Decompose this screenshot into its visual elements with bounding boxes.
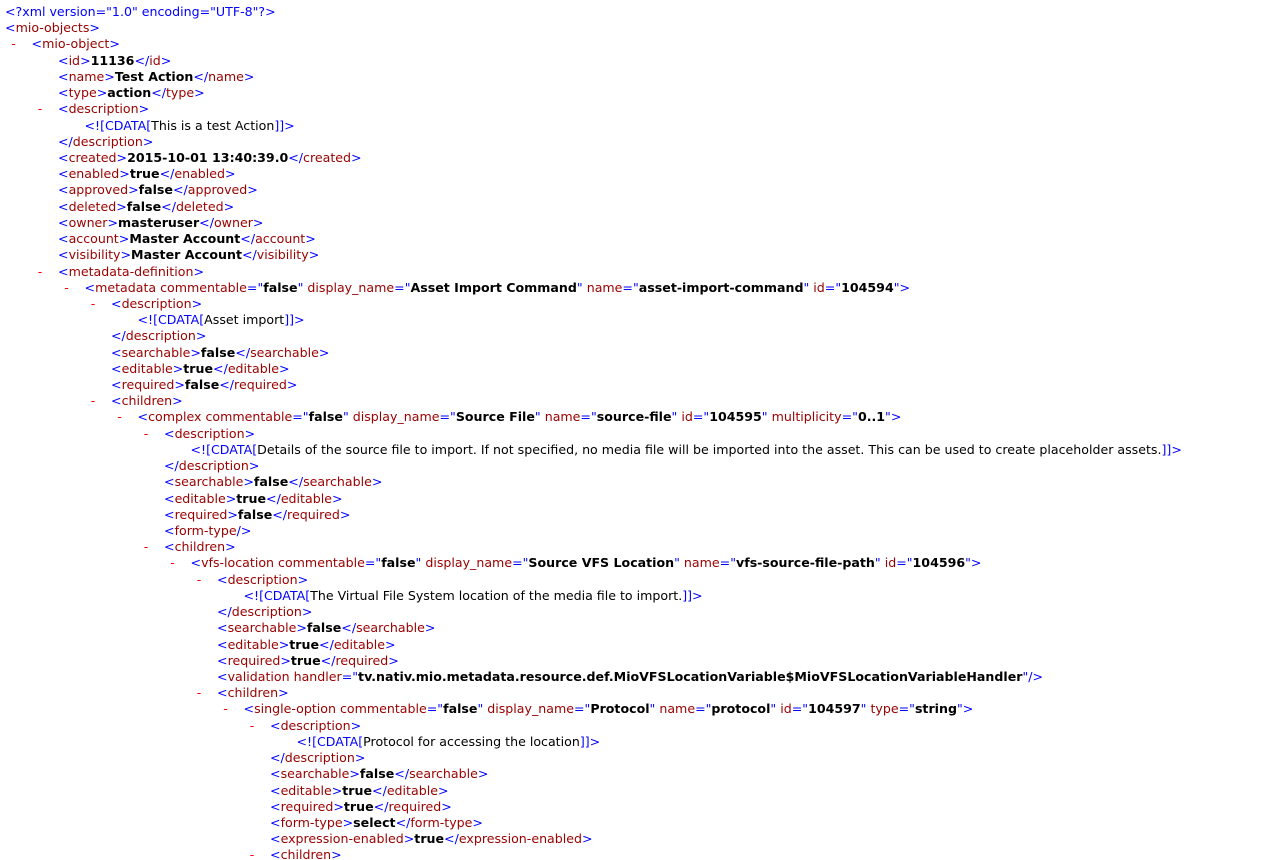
cdata-text: This is a test Action xyxy=(151,117,275,133)
element-tag: visibility xyxy=(68,247,121,263)
attr-value: Source File xyxy=(455,409,535,425)
collapse-toggle-icon[interactable]: - xyxy=(196,685,202,701)
element-tag: searchable xyxy=(227,620,297,636)
element-tag: description xyxy=(280,717,351,733)
element-tag: editable xyxy=(280,782,332,798)
element-tag: required xyxy=(121,377,175,393)
xml-line-content: <mio-object> xyxy=(31,36,120,52)
element-tag: account xyxy=(255,231,306,247)
element-tag: required xyxy=(287,506,340,522)
attr-value: Source VFS Location xyxy=(528,555,675,571)
element-value: true xyxy=(342,782,373,798)
xml-line-content: <children> xyxy=(164,539,236,555)
xml-line-content xyxy=(5,4,276,20)
attr-name: multiplicity xyxy=(767,409,842,425)
element-tag: required xyxy=(227,652,281,668)
xml-line-content: <description> xyxy=(217,571,309,587)
element-value: true xyxy=(289,636,320,652)
xml-line-content: <approved>false</approved> xyxy=(58,182,258,198)
attr-name: id xyxy=(776,701,792,717)
attr-value: protocol xyxy=(711,701,771,717)
collapse-toggle-icon[interactable]: - xyxy=(143,425,149,441)
xml-line-content: <name>Test Action</name> xyxy=(58,68,255,84)
xml-line xyxy=(0,280,1285,296)
xml-line-content: <editable>true</editable> xyxy=(270,782,449,798)
attr-name: display_name xyxy=(303,279,395,295)
element-tag: owner xyxy=(213,214,253,230)
attr-value: 104594 xyxy=(841,279,894,295)
attr-name: name xyxy=(655,701,696,717)
xml-line xyxy=(0,85,1285,101)
xml-line-content: </description> xyxy=(164,458,260,474)
xml-line-content: <searchable>false</searchable> xyxy=(164,474,383,490)
xml-line-content xyxy=(138,312,305,328)
element-tag: form-type xyxy=(280,814,343,830)
element-tag: description xyxy=(72,133,143,149)
cdata-close: ]]> xyxy=(1161,441,1182,457)
element-tag: description xyxy=(68,101,139,117)
cdata-close: ]]> xyxy=(579,733,601,749)
xml-line-content: <metadata commentable="false" display_name="Asset Import Command" name="asset-import-command" id="104594"> xyxy=(84,279,911,295)
xml-line xyxy=(0,588,1285,604)
xml-line-content: <expression-enabled>true</expression-enabled> xyxy=(270,831,593,847)
attr-value: tv.nativ.mio.metadata.resource.def.MioVFSLocationVariable$MioVFSLocationVariableHandler xyxy=(358,668,1023,684)
element-tag: id xyxy=(149,52,161,68)
attr-value: asset-import-command xyxy=(638,279,804,295)
element-tag: editable xyxy=(386,782,438,798)
xml-line-content: <required>true</required> xyxy=(270,798,452,814)
attr-name: commentable xyxy=(201,409,293,425)
xml-line xyxy=(0,166,1285,182)
xml-line xyxy=(0,53,1285,69)
element-tag: description xyxy=(125,328,196,344)
attr-name: id xyxy=(677,409,693,425)
xml-line-content: <vfs-location commentable="false" display_name="Source VFS Location" name="vfs-source-file-path" id="104596"> xyxy=(190,555,982,571)
xml-line xyxy=(0,815,1285,831)
attr-value: 104595 xyxy=(709,409,762,425)
collapse-toggle-icon[interactable]: - xyxy=(11,36,16,52)
xml-line-content: <form-type>select</form-type> xyxy=(270,814,483,830)
xml-line-content: <id>11136</id> xyxy=(58,52,172,68)
xml-line xyxy=(0,604,1285,620)
element-tag: editable xyxy=(227,360,279,376)
element-tag: owner xyxy=(68,214,108,230)
xml-line-content: <editable>true</editable> xyxy=(111,360,290,376)
element-tag: description xyxy=(231,604,302,620)
attr-value: false xyxy=(443,701,478,717)
cdata-text: Protocol for accessing the location xyxy=(363,733,580,749)
attr-value: Asset Import Command xyxy=(410,279,577,295)
xml-document-view xyxy=(0,4,1285,860)
xml-line xyxy=(0,264,1285,280)
collapse-toggle-icon[interactable]: - xyxy=(196,571,202,587)
xml-line-content: <form-type/> xyxy=(164,523,252,538)
element-tag: editable xyxy=(333,636,385,652)
xml-line-content: <required>false</required> xyxy=(111,377,298,393)
element-value: Test Action xyxy=(114,68,194,84)
element-value: true xyxy=(414,831,445,847)
element-tag: type xyxy=(165,85,195,101)
xml-line-content: <visibility>Master Account</visibility> xyxy=(58,247,320,263)
xml-line-content: <complex commentable="false" display_name="Source File" name="source-file" id="104595" multiplicity="0..1"> xyxy=(137,409,902,425)
element-tag: metadata-definition xyxy=(68,263,194,279)
attr-value: 104597 xyxy=(808,701,861,717)
attr-name: id xyxy=(809,279,825,295)
element-value: false xyxy=(138,182,173,198)
element-tag: approved xyxy=(187,182,248,198)
xml-line xyxy=(0,150,1285,166)
cdata-open: <![CDATA[ xyxy=(190,441,258,457)
element-tag: editable xyxy=(227,636,279,652)
xml-line-content: <children> xyxy=(270,847,342,860)
collapse-toggle-icon[interactable]: - xyxy=(249,717,255,733)
element-tag: children xyxy=(174,539,226,555)
element-tag: complex xyxy=(148,409,202,425)
element-tag: type xyxy=(68,85,97,101)
element-tag: required xyxy=(388,798,442,814)
element-value: true xyxy=(343,798,374,814)
xml-line-content: <created>2015-10-01 13:40:39.0</created> xyxy=(58,149,362,165)
collapse-toggle-icon[interactable]: - xyxy=(37,101,43,117)
xml-line xyxy=(0,507,1285,523)
xml-line xyxy=(0,247,1285,263)
xml-line-content: <validation handler="tv.nativ.mio.metadata.resource.def.MioVFSLocationVariable$MioVFSLocationVariableHandler"/> xyxy=(217,668,1044,684)
element-value: false xyxy=(306,620,342,636)
element-tag: mio-object xyxy=(42,36,110,52)
xml-line-content: <required>true</required> xyxy=(217,652,399,668)
attr-name: commentable xyxy=(335,701,427,717)
element-tag: expression-enabled xyxy=(458,831,583,847)
xml-line xyxy=(0,458,1285,474)
element-tag: required xyxy=(174,506,228,522)
xml-line xyxy=(0,572,1285,588)
xml-line xyxy=(0,182,1285,198)
xml-line xyxy=(0,393,1285,409)
xml-line xyxy=(0,718,1285,734)
element-tag: searchable xyxy=(280,766,350,782)
xml-line-content: <account>Master Account</account> xyxy=(58,231,316,247)
element-tag: id xyxy=(68,52,81,68)
xml-line-content: <editable>true</editable> xyxy=(217,636,396,652)
element-value: false xyxy=(359,766,395,782)
element-tag: editable xyxy=(280,490,332,506)
cdata-open: <![CDATA[ xyxy=(243,587,311,603)
xml-line-content: <mio-objects> xyxy=(5,20,100,36)
element-tag: created xyxy=(303,149,352,165)
xml-line xyxy=(0,101,1285,117)
xml-line xyxy=(0,377,1285,393)
element-tag: required xyxy=(280,798,334,814)
xml-line-content: <owner>masteruser</owner> xyxy=(58,214,264,230)
attr-value: 0..1 xyxy=(857,409,886,425)
xml-line xyxy=(0,134,1285,150)
xml-line xyxy=(0,685,1285,701)
xml-line xyxy=(0,345,1285,361)
xml-line-content: <children> xyxy=(217,685,289,701)
xml-line-content: <deleted>false</deleted> xyxy=(58,198,235,214)
cdata-text: The Virtual File System location of the media file to import. xyxy=(310,587,683,603)
attr-value: false xyxy=(381,555,416,571)
cdata-open: <![CDATA[ xyxy=(296,733,364,749)
xml-line xyxy=(0,750,1285,766)
attr-name: commentable xyxy=(156,279,247,295)
element-tag: mio-objects xyxy=(15,20,90,36)
attr-name: name xyxy=(540,409,581,425)
xml-line-content: </description> xyxy=(270,750,366,766)
element-tag: required xyxy=(335,652,389,668)
element-value: false xyxy=(253,474,289,490)
xml-line xyxy=(0,701,1285,717)
collapse-toggle-icon[interactable]: - xyxy=(143,539,149,555)
xml-line xyxy=(0,426,1285,442)
xml-declaration: <?xml version="1.0" encoding="UTF-8"?> xyxy=(5,4,276,19)
element-tag: deleted xyxy=(175,198,224,214)
element-value: 2015-10-01 13:40:39.0 xyxy=(127,149,289,165)
element-tag: searchable xyxy=(250,344,319,360)
xml-line-content: </description> xyxy=(58,133,154,149)
xml-line xyxy=(0,555,1285,571)
element-tag: form-type xyxy=(174,523,237,538)
collapse-toggle-icon[interactable]: - xyxy=(64,279,69,295)
element-value: Master Account xyxy=(131,247,242,263)
cdata-text: Details of the source file to import. If not specified, no media file will be imported into the asset. This can be used to create placeholder assets. xyxy=(257,441,1162,457)
collapse-toggle-icon[interactable]: - xyxy=(117,409,122,425)
element-tag: searchable xyxy=(356,620,425,636)
element-value: false xyxy=(237,506,273,522)
xml-line xyxy=(0,653,1285,669)
xml-line xyxy=(0,36,1285,52)
xml-line xyxy=(0,215,1285,231)
element-value: true xyxy=(290,652,321,668)
element-value: select xyxy=(353,814,396,830)
element-tag: enabled xyxy=(174,166,226,182)
element-value: false xyxy=(184,377,220,393)
xml-line xyxy=(0,312,1285,328)
cdata-close: ]]> xyxy=(682,587,703,603)
xml-line-content: <searchable>false</searchable> xyxy=(270,766,489,782)
xml-line-content: <description> xyxy=(111,295,203,311)
xml-line xyxy=(0,231,1285,247)
element-tag: editable xyxy=(121,360,173,376)
xml-line-content: </description> xyxy=(217,604,313,620)
xml-line-content xyxy=(191,442,1182,458)
element-tag: description xyxy=(284,750,355,766)
attr-value: Protocol xyxy=(590,701,650,717)
element-tag: form-type xyxy=(410,814,473,830)
cdata-close: ]]> xyxy=(274,117,295,133)
element-tag: description xyxy=(174,425,245,441)
attr-name: name xyxy=(582,279,623,295)
xml-line xyxy=(0,328,1285,344)
xml-line-content: <description> xyxy=(58,101,150,117)
collapse-toggle-icon[interactable]: - xyxy=(90,393,96,409)
xml-line xyxy=(0,491,1285,507)
attr-name: handler xyxy=(289,668,342,684)
attr-name: commentable xyxy=(274,555,365,571)
element-tag: enabled xyxy=(68,166,120,182)
xml-line-content: <searchable>false</searchable> xyxy=(217,620,436,636)
element-tag: description xyxy=(178,458,249,474)
xml-line-content: <required>false</required> xyxy=(164,506,351,522)
element-value: 11136 xyxy=(90,52,135,68)
attr-name: display_name xyxy=(483,701,574,717)
element-tag: vfs-location xyxy=(201,555,275,571)
element-tag: required xyxy=(234,377,287,393)
element-tag: created xyxy=(68,149,117,165)
element-tag: approved xyxy=(68,182,129,198)
xml-line-content: </description> xyxy=(111,328,207,344)
collapse-toggle-icon[interactable]: - xyxy=(170,555,175,571)
xml-line xyxy=(0,669,1285,685)
xml-line xyxy=(0,409,1285,425)
element-tag: name xyxy=(208,68,244,84)
xml-line-content: <type>action</type> xyxy=(58,85,205,101)
collapse-toggle-icon[interactable]: - xyxy=(223,701,228,717)
element-tag: searchable xyxy=(121,344,191,360)
element-tag: validation xyxy=(227,668,290,684)
xml-line xyxy=(0,199,1285,215)
xml-line xyxy=(0,361,1285,377)
element-value: true xyxy=(129,166,160,182)
cdata-text: Asset import xyxy=(204,312,285,328)
xml-line xyxy=(0,118,1285,134)
xml-line xyxy=(0,620,1285,636)
xml-line-content: <metadata-definition> xyxy=(58,263,204,279)
element-value: masteruser xyxy=(118,214,200,230)
element-tag: expression-enabled xyxy=(280,831,404,847)
element-tag: deleted xyxy=(68,198,117,214)
element-tag: children xyxy=(121,393,173,409)
element-tag: children xyxy=(227,685,279,701)
cdata-open: <![CDATA[ xyxy=(137,312,205,328)
element-value: false xyxy=(126,198,162,214)
attr-value: 104596 xyxy=(912,555,966,571)
xml-line-content: <editable>true</editable> xyxy=(164,490,343,506)
attr-value: false xyxy=(308,409,343,425)
element-tag: visibility xyxy=(256,247,309,263)
element-tag: description xyxy=(227,571,298,587)
xml-line xyxy=(0,442,1285,458)
xml-line xyxy=(0,799,1285,815)
element-tag: description xyxy=(121,295,192,311)
element-value: false xyxy=(200,344,236,360)
element-value: true xyxy=(236,490,267,506)
element-tag: searchable xyxy=(174,474,244,490)
xml-line xyxy=(0,734,1285,750)
xml-line xyxy=(0,847,1285,860)
element-tag: account xyxy=(68,231,119,247)
xml-line xyxy=(0,783,1285,799)
attr-value: vfs-source-file-path xyxy=(736,555,875,571)
attr-name: display_name xyxy=(348,409,440,425)
xml-line-content: <searchable>false</searchable> xyxy=(111,344,330,360)
xml-line-content: <description> xyxy=(270,717,362,733)
collapse-toggle-icon[interactable]: - xyxy=(90,295,96,311)
xml-line xyxy=(0,523,1285,539)
element-tag: metadata xyxy=(95,279,157,295)
xml-line xyxy=(0,474,1285,490)
collapse-toggle-icon[interactable]: - xyxy=(249,847,255,860)
xml-line xyxy=(0,20,1285,36)
xml-line-content: <single-option commentable="false" display_name="Protocol" name="protocol" id="104597" type="string"> xyxy=(243,701,974,717)
xml-line-content: <enabled>true</enabled> xyxy=(58,166,236,182)
attr-name: display_name xyxy=(421,555,513,571)
element-value: Master Account xyxy=(129,231,241,247)
xml-line xyxy=(0,539,1285,555)
xml-line xyxy=(0,637,1285,653)
attr-name: name xyxy=(679,555,720,571)
xml-line xyxy=(0,766,1285,782)
attr-name: id xyxy=(880,555,897,571)
collapse-toggle-icon[interactable]: - xyxy=(37,263,43,279)
xml-line-content xyxy=(297,734,601,750)
element-tag: editable xyxy=(174,490,226,506)
xml-line-content: <children> xyxy=(111,393,183,409)
element-tag: children xyxy=(280,847,332,860)
element-tag: searchable xyxy=(303,474,372,490)
element-value: true xyxy=(183,360,214,376)
xml-line-content xyxy=(85,118,295,134)
attr-name: type xyxy=(866,701,899,717)
xml-line-content xyxy=(244,588,703,604)
cdata-open: <![CDATA[ xyxy=(84,117,152,133)
element-value: action xyxy=(107,85,152,101)
xml-line xyxy=(0,831,1285,847)
element-tag: searchable xyxy=(409,766,478,782)
attr-value: source-file xyxy=(596,409,672,425)
xml-line xyxy=(0,296,1285,312)
xml-line xyxy=(0,69,1285,85)
xml-line-content: <description> xyxy=(164,425,256,441)
element-tag: name xyxy=(68,68,105,84)
element-tag: single-option xyxy=(254,701,336,717)
xml-line xyxy=(0,4,1285,20)
cdata-close: ]]> xyxy=(284,312,305,328)
attr-value: false xyxy=(263,279,298,295)
attr-value: string xyxy=(914,701,957,717)
